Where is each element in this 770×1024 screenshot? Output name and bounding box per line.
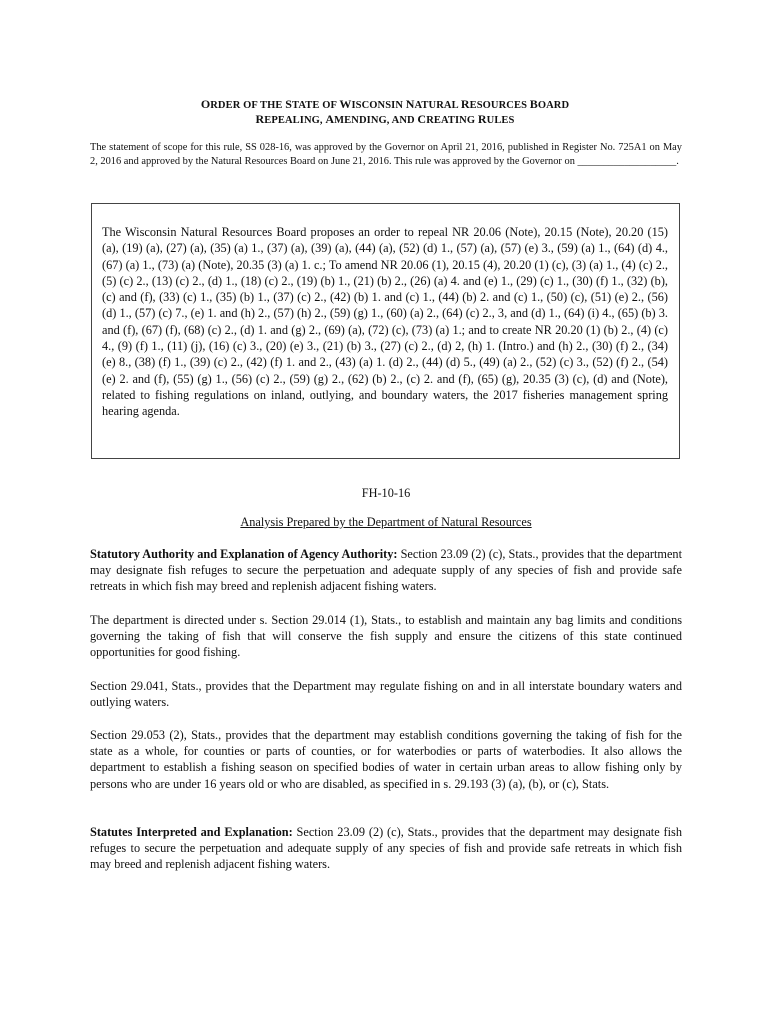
title-small: ATURAL: [414, 100, 461, 111]
bag-limits-paragraph: The department is directed under s. Section 29.014 (1), Stats., to establish and maintain any bag limits and conditions governing the taking of fish that will conserve the fish supply and ensure the citizens of this state continued opportunities for good fishing.: [90, 613, 682, 660]
title-small: OARD: [537, 100, 570, 111]
title-cap: R: [255, 112, 265, 126]
title-small: RDER OF THE: [210, 100, 286, 111]
statutes-interpreted-paragraph: [90, 824, 682, 873]
title-cap: O: [200, 97, 211, 111]
title-cap: A: [325, 112, 335, 126]
title-cap: W: [339, 97, 352, 111]
title-cap: N: [405, 97, 415, 111]
paragraph-body: Section 23.09 (2) (c), Stats., provides that the department may designate fish refuges to secure the perpetuation and adequate supply of any species of fish and provide safe retreats in which fish may breed and replenish adjacent fishing waters.: [90, 547, 682, 594]
proposal-text: The Wisconsin Natural Resources Board proposes an order to repeal NR 20.06 (Note), 20.15 (Note), 20.20 (15) (a), (19) (a), (27) (a), (35) (a) 1., (37) (a), (39) (a), (44) (a), (52) (d) 1., (57) (a), (57) (e) 3., (59) (a) 1., (64) (d) 4., (67) (a) 1., (73) (a) (Note), 20.35 (3) (a) 1. c.; To amend NR 20.06 (1), 20.15 (4), 20.20 (1) (c), (3) (a) 1., (4) (c) 2., (5) (c) 2., (13) (c) 2., (d) 1., (18) (c) 2., (19) (b) 1., (21) (b) 2., (26) (a) 4. and (e) 1., (29) (c) 1., (30) (f) 1., (32) (b), (c) and (f), (33) (c) 1., (35) (b) 1., (37) (c) 2., (42) (b) 1. and (c) 1., (44) (b) 2. and (c) 1., (50) (c), (51) (e) 2., (56) (d) 1., (57) (c) 7., (e) 1. and (h) 2., (57) (h) 2., (59) (g) 1., (60) (a) 2., (64) (c) 2., 3, and (d) 1., (64) (i) 4., (65) (b) 3. and (f), (67) (f), (68) (c) 2., (d) 1. and (g) 2., (69) (a), (72) (c), (73) (a) 1.; and to create NR 20.20 (1) (b) 2., (4) (c) 4., (9) (f) 1., (11) (j), (16) (c) 3., (20) (e) 3., (21) (b) 3., (27) (c) 2., (d) 2, (h) 1. (Intro.) and (h) 2., (30) (f) 2., (34) (e) 8., (38) (f) 1., (39) (c) 2., (42) (f) 1. and 2., (43) (a) 1. (d) 2., (44) (d) 5., (49) (a) 2., (52) (c) 3., (52) (f) 2., (54) (e) 2. and (f), (55) (g) 1., (56) (c) 2., (59) (g) 2., (62) (b) 2., (c) 2. and (f), (65) (g), 20.35 (3) (c), (d) and (Note), related to fishing regulations on inland, outlying, and boundary waters, the 2017 fisheries management spring hearing agenda.: [102, 225, 668, 419]
title-line-2: [90, 112, 680, 127]
title-cap: C: [417, 112, 427, 126]
statutory-authority-paragraph: [90, 546, 682, 595]
title-small: EPEALING,: [264, 115, 326, 126]
title-small: REATING: [426, 115, 478, 126]
title-line-1: [90, 97, 680, 112]
analysis-heading: Analysis Prepared by the Department of Natural Resources: [240, 515, 532, 529]
scope-statement: The statement of scope for this rule, SS 028-16, was approved by the Governor on April 21, 2016, published in Register No. 725A1 on May 2, 2016 and approved by the Natural Resources Board on June 21, 2016. This rule was approved by the Governor on ___________________.: [90, 142, 682, 167]
paragraph-heading: Statutory Authority and Explanation of Agency Authority:: [90, 547, 398, 561]
title-cap: S: [285, 97, 293, 111]
title-small: TATE OF: [292, 100, 340, 111]
fishing-conditions-paragraph: Section 29.053 (2), Stats., provides that the department may establish conditions governing the taking of fish for the state as a whole, for counties or parts of counties, or for waterbodies or parts of waterbodies. It also allows the department to establish a fishing season on specified bodies of water in certain urban areas to allow fishing only by persons who are under 16 years old or who are disabled, as specified in s. 29.193 (3) (a), (b), or (c), Stats.: [90, 728, 682, 791]
docket-number: FH-10-16: [361, 486, 411, 500]
title-cap: R: [477, 112, 487, 126]
title-small: ULES: [486, 115, 515, 126]
title-cap: R: [460, 97, 470, 111]
title-small: MENDING, AND: [334, 115, 418, 126]
title-cap: B: [529, 97, 538, 111]
paragraph-heading: Statutes Interpreted and Explanation:: [90, 825, 293, 839]
boundary-waters-paragraph: Section 29.041, Stats., provides that the Department may regulate fishing on and in all interstate boundary waters and outlying waters.: [90, 679, 682, 710]
paragraph-body: Section 23.09 (2) (c), Stats., provides that the department may designate fish refuges to secure the perpetuation and adequate supply of any species of fish and provide safe retreats in which fish may breed and replenish adjacent fishing waters.: [90, 825, 682, 872]
title-small: ESOURCES: [469, 100, 530, 111]
title-small: ISCONSIN: [351, 100, 406, 111]
proposal-box: [91, 203, 680, 459]
